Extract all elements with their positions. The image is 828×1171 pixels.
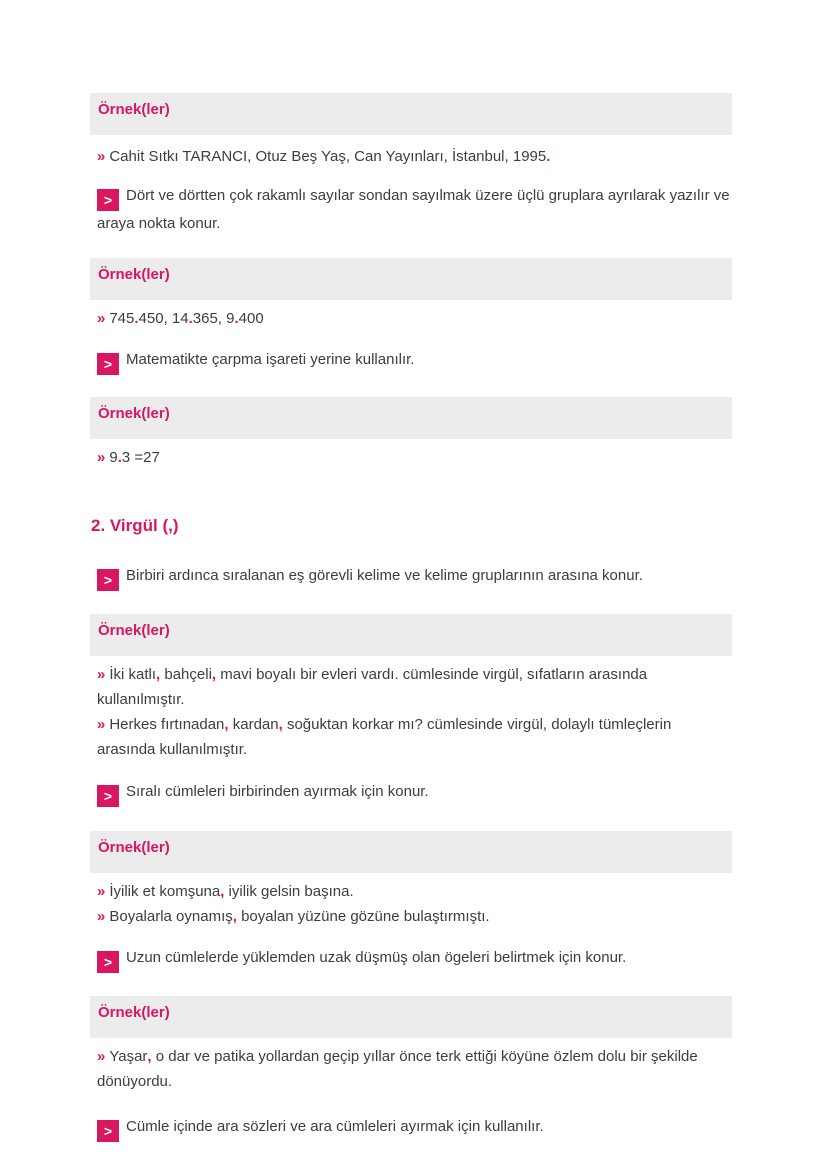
bullet-icon: » [97,883,106,900]
example-item [97,1044,732,1094]
example-block [90,306,732,331]
example-text: kardan [228,716,279,733]
bullet-icon: » [97,1048,106,1065]
bullet-icon: » [97,716,106,733]
arrow-right-icon: > [97,569,119,591]
example-header-bar [90,93,732,135]
example-block [90,1044,732,1094]
example-item [97,904,732,929]
document-content [90,93,732,1142]
example-block [90,879,732,929]
example-text: boyalan yüzüne gözüne bulaştırmıştı. [236,908,490,925]
example-item [97,306,732,331]
example-item [97,445,732,470]
rule-tip-text: Dört ve dörtten çok rakamlı sayılar sondan sayılmak üzere üçlü gruplara ayrılarak yazılır ve araya nokta konur. [97,187,730,232]
example-header-bar [90,614,732,656]
rule-tip-text: Uzun cümlelerde yüklemden uzak düşmüş olan ögeleri belirtmek için konur. [126,949,627,966]
arrow-right-icon: > [97,785,119,807]
example-header-bar [90,258,732,300]
example-text: soğuktan korkar mı? cümlesinde virgül, dolaylı tümleçlerin arasında kullanılmıştır. [97,716,672,758]
arrow-right-icon: > [97,353,119,375]
example-text: 745 [109,310,135,327]
example-block [90,445,732,470]
bullet-icon: » [97,449,106,466]
highlighted-punctuation: , [278,716,283,733]
highlighted-punctuation: . [134,310,139,327]
rule-tip [90,347,732,375]
bullet-icon: » [97,148,106,165]
bullet-icon: » [97,908,106,925]
example-text: 9 [109,449,118,466]
example-text: 365, 9 [192,310,235,327]
arrow-right-icon: > [97,189,119,211]
highlighted-punctuation: , [156,666,161,683]
arrow-right-icon: > [97,951,119,973]
rule-tip-text: Matematikte çarpma işareti yerine kullanılır. [126,351,415,368]
example-header-label: Örnek(ler) [98,405,170,422]
example-text: Herkes fırtınadan [109,716,225,733]
example-header-label: Örnek(ler) [98,101,170,118]
rule-tip [90,183,732,236]
example-header-label: Örnek(ler) [98,1004,170,1021]
section-heading: 2. Virgül (,) [91,516,179,535]
rule-tip-text: Birbiri ardınca sıralanan eş görevli kelime ve kelime gruplarının arasına konur. [126,567,643,584]
example-item [97,662,732,712]
example-text: mavi boyalı bir evleri vardı. cümlesinde virgül, sıfatların arasında kullanılmıştır. [97,666,648,708]
example-text: İki katlı [109,666,157,683]
arrow-right-icon: > [97,1120,119,1142]
highlighted-punctuation: . [546,148,551,165]
example-text: Cahit Sıtkı TARANCI, Otuz Beş Yaş, Can Yayınları, İstanbul, 1995 [109,148,547,165]
highlighted-punctuation: . [188,310,193,327]
rule-tip [90,779,732,807]
rule-tip [90,1114,732,1142]
example-text: 3 =27 [121,449,160,466]
example-text: Boyalarla oynamış [109,908,233,925]
example-header-label: Örnek(ler) [98,266,170,283]
example-item [97,144,732,169]
example-text: Yaşar [109,1048,148,1065]
bullet-icon: » [97,310,106,327]
example-item [97,712,732,762]
example-header-label: Örnek(ler) [98,839,170,856]
highlighted-punctuation: , [147,1048,152,1065]
example-item [97,879,732,904]
highlighted-punctuation: , [232,908,237,925]
example-text: İyilik et komşuna [109,883,221,900]
highlighted-punctuation: , [220,883,225,900]
rule-tip-text: Cümle içinde ara sözleri ve ara cümleleri ayırmak için kullanılır. [126,1118,544,1135]
highlighted-punctuation: . [117,449,122,466]
example-header-bar [90,831,732,873]
example-text: iyilik gelsin başına. [224,883,354,900]
example-text: o dar ve patika yollardan geçip yıllar önce terk ettiği köyüne özlem dolu bir şekilde dönüyordu. [97,1048,698,1090]
example-text: 400 [238,310,264,327]
example-block [90,144,732,169]
example-text: bahçeli [160,666,212,683]
highlighted-punctuation: , [224,716,229,733]
bullet-icon: » [97,666,106,683]
example-text: 450, 14 [138,310,189,327]
rule-tip [90,945,732,973]
rule-tip-text: Sıralı cümleleri birbirinden ayırmak için konur. [126,783,429,800]
rule-tip [90,563,732,591]
example-header-bar [90,996,732,1038]
example-header-label: Örnek(ler) [98,622,170,639]
highlighted-punctuation: . [234,310,239,327]
example-block [90,662,732,762]
example-header-bar [90,397,732,439]
highlighted-punctuation: , [211,666,217,683]
